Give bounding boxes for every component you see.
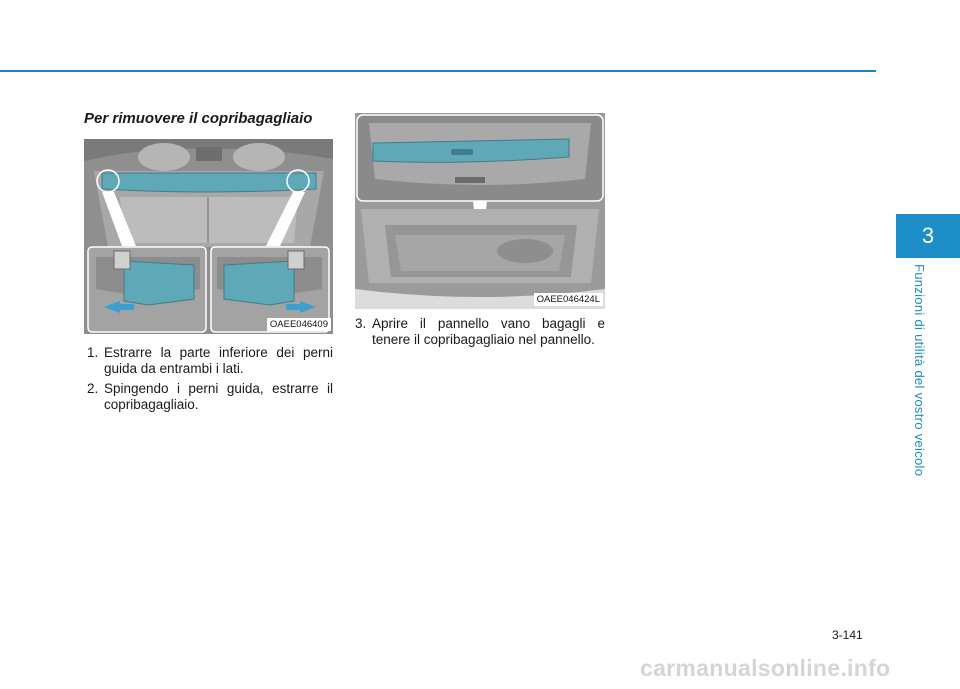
instruction-step [355,316,605,348]
instruction-step [87,381,333,413]
watermark: carmanualsonline.info [640,655,891,681]
header-rule [0,70,876,72]
figure-cover-removal [84,139,333,334]
section-title: Per rimuovere il copribagagliaio [84,110,313,127]
instruction-step [87,345,333,377]
step-text: Aprire il pannello vano bagagli e tenere il copribagagliaio nel pannello. [372,316,605,347]
step-number: 3. [355,316,367,331]
cargo-panel-illustration [355,113,605,309]
chapter-label: Funzioni di utilità del vostro veicolo [912,264,927,477]
trunk-cover-illustration [84,139,333,334]
figure-cover-storage [355,113,605,309]
page-number: 3-141 [832,628,863,642]
chapter-tab [896,214,960,258]
chapter-number: 3 [921,223,935,248]
step-number: 1. [87,345,99,360]
step-text: Estrarre la parte inferiore dei perni guida da entrambi i lati. [104,345,333,376]
figure-code: OAEE046409 [267,318,331,331]
figure-code: OAEE046424L [534,293,603,306]
step-number: 2. [87,381,99,396]
step-text: Spingendo i perni guida, estrarre il copribagagliaio. [104,381,333,412]
